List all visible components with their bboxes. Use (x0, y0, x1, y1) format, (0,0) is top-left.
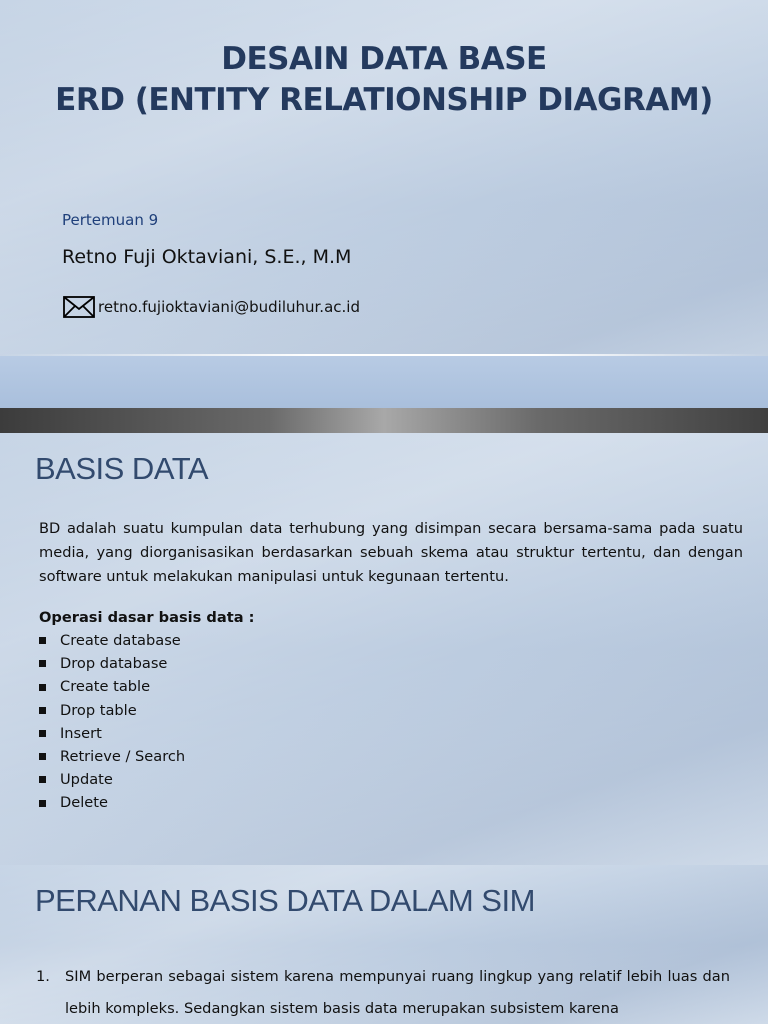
title-slide (0, 0, 768, 408)
list-item: Retrieve / Search (39, 745, 185, 768)
email-row (63, 296, 360, 318)
numbered-item (36, 961, 730, 1024)
list-item: Drop table (39, 699, 185, 722)
list-item: Insert (39, 722, 185, 745)
bullet-icon (39, 753, 46, 760)
bullet-icon (39, 800, 46, 807)
slide-title-line2: ERD (ENTITY RELATIONSHIP DIAGRAM) (55, 82, 713, 118)
bullet-icon (39, 730, 46, 737)
list-item: Drop database (39, 652, 185, 675)
peranan-slide (0, 865, 768, 1024)
slide-title-line1: DESAIN DATA BASE (221, 41, 547, 77)
operations-list (39, 629, 185, 815)
bullet-icon (39, 776, 46, 783)
decorative-band (0, 356, 768, 408)
email-address[interactable]: retno.fujioktaviani@budiluhur.ac.id (98, 298, 360, 316)
operations-title: Operasi dasar basis data : (39, 609, 255, 626)
list-item: Create database (39, 629, 185, 652)
bullet-icon (39, 707, 46, 714)
author-name: Retno Fuji Oktaviani, S.E., M.M (62, 246, 352, 268)
basis-data-slide (0, 433, 768, 865)
list-item: Delete (39, 791, 185, 814)
slide-heading: BASIS DATA (35, 451, 209, 486)
definition-paragraph: BD adalah suatu kumpulan data terhubung yang disimpan secara bersama-sama pada suatu media, yang diorganisasikan berdasarkan sebuah skema atau struktur tertentu, dan dengan software untuk melakukan manipulasi untuk kegunaan tertentu. (39, 520, 743, 585)
meeting-label: Pertemuan 9 (62, 211, 159, 229)
envelope-icon (63, 296, 95, 318)
list-item: Create table (39, 675, 185, 698)
bullet-icon (39, 660, 46, 667)
slide-heading: PERANAN BASIS DATA DALAM SIM (35, 883, 535, 918)
bullet-icon (39, 637, 46, 644)
bullet-icon (39, 684, 46, 691)
slide-divider (0, 408, 768, 433)
list-item: Update (39, 768, 185, 791)
item-text: SIM berperan sebagai sistem karena mempunyai ruang lingkup yang relatif lebih luas dan lebih kompleks. Sedangkan sistem basis data merupakan subsistem karena (65, 968, 730, 1017)
item-number: 1. (36, 968, 50, 985)
